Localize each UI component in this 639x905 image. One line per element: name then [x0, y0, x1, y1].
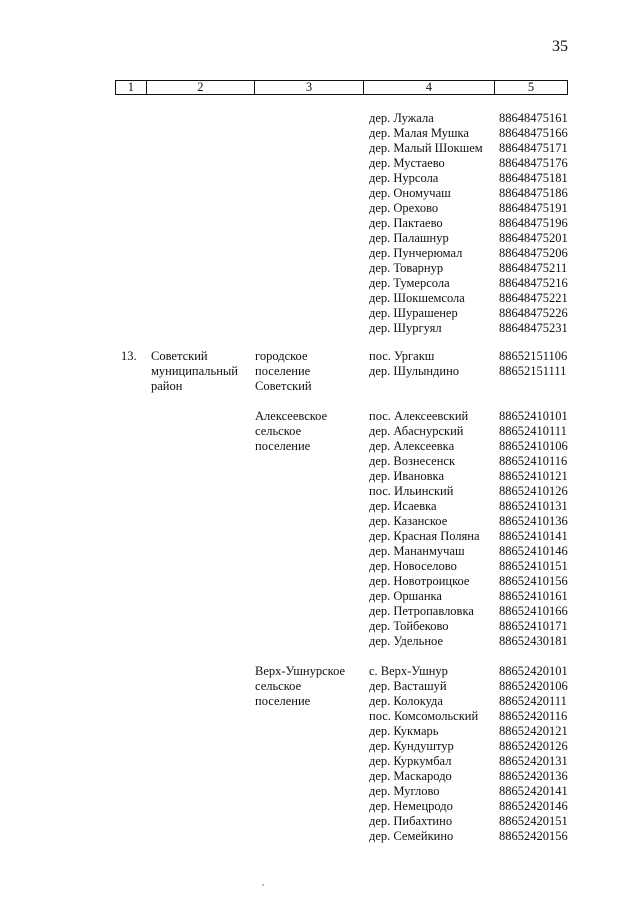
locality-row	[369, 454, 569, 469]
locality-row	[369, 634, 569, 649]
locality-name: дер. Мананмучаш	[369, 544, 465, 558]
locality-code: 88652410106	[499, 439, 568, 453]
locality-code: 88648475221	[499, 291, 568, 305]
column-header-3: 3	[255, 81, 364, 95]
locality-code: 88652420146	[499, 799, 568, 813]
continuation-locality-list	[369, 111, 569, 336]
locality-code: 88652410101	[499, 409, 568, 423]
locality-code: 88648475226	[499, 306, 568, 320]
locality-code: 88648475191	[499, 201, 568, 215]
locality-name: дер. Тумерсола	[369, 276, 450, 290]
locality-row	[369, 679, 569, 694]
district-name-line: муниципальный	[151, 364, 238, 378]
locality-row	[369, 724, 569, 739]
locality-row	[369, 349, 569, 364]
settlement-locality-list	[369, 349, 569, 379]
locality-name: дер. Колокуда	[369, 694, 443, 708]
locality-name: дер. Петропавловка	[369, 604, 474, 618]
district-name-line: район	[151, 379, 183, 393]
locality-row	[369, 231, 569, 246]
locality-name: дер. Палашнур	[369, 231, 449, 245]
locality-name: дер. Новоселово	[369, 559, 457, 573]
locality-code: 88652151111	[499, 364, 567, 378]
locality-name: дер. Новотроицкое	[369, 574, 470, 588]
locality-code: 88652420141	[499, 784, 568, 798]
locality-name: пос. Комсомольский	[369, 709, 479, 723]
settlement-name-line: поселение	[255, 439, 311, 453]
column-header-1: 1	[116, 81, 147, 95]
settlement-name-line: сельское	[255, 424, 302, 438]
locality-code: 88652410121	[499, 469, 568, 483]
settlement-name	[255, 409, 360, 454]
settlement-name-line: Алексеевское	[255, 409, 328, 423]
locality-name: дер. Куркумбал	[369, 754, 452, 768]
locality-row	[369, 186, 569, 201]
locality-name: дер. Шургуял	[369, 321, 442, 335]
locality-code: 88648475161	[499, 111, 568, 125]
locality-row	[369, 171, 569, 186]
locality-code: 88652420151	[499, 814, 568, 828]
locality-name: дер. Пибахтино	[369, 814, 453, 828]
locality-code: 88652420116	[499, 709, 568, 723]
locality-name: дер. Малая Мушка	[369, 126, 469, 140]
locality-row	[369, 291, 569, 306]
locality-code: 88652420111	[499, 694, 567, 708]
locality-name: дер. Ономучаш	[369, 186, 451, 200]
locality-code: 88652410136	[499, 514, 568, 528]
locality-row	[369, 814, 569, 829]
locality-row	[369, 784, 569, 799]
locality-code: 88648475166	[499, 126, 568, 140]
locality-row	[369, 156, 569, 171]
locality-code: 88652410171	[499, 619, 568, 633]
settlement-name	[255, 664, 360, 709]
column-header-row	[115, 80, 568, 95]
locality-code: 88652410111	[499, 424, 567, 438]
column-header-2: 2	[146, 81, 255, 95]
locality-row	[369, 664, 569, 679]
locality-name: дер. Ивановка	[369, 469, 444, 483]
settlement-name-line: сельское	[255, 679, 302, 693]
locality-code: 88652420101	[499, 664, 568, 678]
locality-name: дер. Алексеевка	[369, 439, 455, 453]
locality-name: дер. Шокшемсола	[369, 291, 465, 305]
locality-name: с. Верх-Ушнур	[369, 664, 448, 678]
locality-row	[369, 739, 569, 754]
locality-row	[369, 574, 569, 589]
locality-name: дер. Орехово	[369, 201, 439, 215]
locality-name: дер. Семейкино	[369, 829, 454, 843]
locality-row	[369, 769, 569, 784]
column-header-4: 4	[363, 81, 494, 95]
locality-code: 88652410126	[499, 484, 568, 498]
locality-row	[369, 694, 569, 709]
locality-code: 88648475176	[499, 156, 568, 170]
settlement-name-line: городское	[255, 349, 308, 363]
locality-code: 88648475181	[499, 171, 568, 185]
locality-code: 88652420126	[499, 739, 568, 753]
locality-name: дер. Шурашенер	[369, 306, 458, 320]
locality-row	[369, 216, 569, 231]
locality-code: 88648475186	[499, 186, 568, 200]
column-header-5: 5	[494, 81, 567, 95]
locality-name: дер. Кундуштур	[369, 739, 454, 753]
settlement-locality-list	[369, 409, 569, 649]
locality-code: 88652410116	[499, 454, 568, 468]
locality-code: 88648475171	[499, 141, 568, 155]
locality-name: дер. Тойбеково	[369, 619, 449, 633]
settlement-locality-list	[369, 664, 569, 844]
locality-name: дер. Немецродо	[369, 799, 453, 813]
locality-row	[369, 709, 569, 724]
locality-name: пос. Ургакш	[369, 349, 435, 363]
locality-code: 88652410156	[499, 574, 568, 588]
locality-name: дер. Малый Шокшем	[369, 141, 483, 155]
locality-row	[369, 111, 569, 126]
locality-row	[369, 409, 569, 424]
locality-row	[369, 246, 569, 261]
locality-row	[369, 754, 569, 769]
locality-row	[369, 276, 569, 291]
locality-name: дер. Товарнур	[369, 261, 444, 275]
locality-code: 88652410161	[499, 589, 568, 603]
locality-row	[369, 469, 569, 484]
settlement-name	[255, 349, 360, 394]
locality-row	[369, 424, 569, 439]
locality-name: дер. Кукмарь	[369, 724, 439, 738]
locality-name: дер. Исаевка	[369, 499, 437, 513]
locality-name: дер. Шулындино	[369, 364, 460, 378]
locality-name: пос. Алексеевский	[369, 409, 469, 423]
locality-name: дер. Вознесенск	[369, 454, 456, 468]
locality-row	[369, 529, 569, 544]
locality-name: дер. Удельное	[369, 634, 443, 648]
locality-name: дер. Казанское	[369, 514, 448, 528]
locality-row	[369, 559, 569, 574]
locality-code: 88648475206	[499, 246, 568, 260]
locality-row	[369, 484, 569, 499]
locality-row	[369, 829, 569, 844]
locality-row	[369, 589, 569, 604]
locality-code: 88648475211	[499, 261, 568, 275]
locality-code: 88652410146	[499, 544, 568, 558]
locality-code: 88652430181	[499, 634, 568, 648]
locality-name: дер. Мустаево	[369, 156, 445, 170]
locality-code: 88652420106	[499, 679, 568, 693]
locality-row	[369, 141, 569, 156]
settlement-name-line: Советский	[255, 379, 312, 393]
locality-name: дер. Пунчерюмал	[369, 246, 463, 260]
locality-code: 88648475196	[499, 216, 568, 230]
locality-code: 88652410131	[499, 499, 568, 513]
locality-name: дер. Маскародо	[369, 769, 452, 783]
locality-row	[369, 126, 569, 141]
locality-name: дер. Нурсола	[369, 171, 439, 185]
locality-code: 88652410141	[499, 529, 568, 543]
locality-name: пос. Ильинский	[369, 484, 454, 498]
locality-name: дер. Красная Поляна	[369, 529, 480, 543]
locality-row	[369, 306, 569, 321]
locality-row	[369, 619, 569, 634]
locality-row	[369, 321, 569, 336]
page-number: 35	[552, 38, 568, 55]
locality-row	[369, 201, 569, 216]
locality-name: дер. Оршанка	[369, 589, 442, 603]
locality-row	[369, 604, 569, 619]
locality-row	[369, 261, 569, 276]
locality-row	[369, 499, 569, 514]
locality-name: дер. Лужала	[369, 111, 434, 125]
locality-name: дер. Абаснурский	[369, 424, 464, 438]
settlement-name-line: поселение	[255, 364, 311, 378]
entry-number: 13.	[121, 349, 137, 363]
locality-code: 88648475201	[499, 231, 568, 245]
locality-name: дер. Васташуй	[369, 679, 447, 693]
locality-code: 88652151106	[499, 349, 568, 363]
locality-name: дер. Муглово	[369, 784, 440, 798]
district-name	[151, 349, 251, 394]
locality-row	[369, 364, 569, 379]
locality-code: 88648475216	[499, 276, 568, 290]
locality-name: дер. Пактаево	[369, 216, 443, 230]
locality-code: 88652420131	[499, 754, 568, 768]
locality-code: 88652420136	[499, 769, 568, 783]
settlement-name-line: Верх-Ушнурское	[255, 664, 346, 678]
locality-code: 88648475231	[499, 321, 568, 335]
locality-code: 88652420156	[499, 829, 568, 843]
locality-row	[369, 514, 569, 529]
locality-code: 88652410166	[499, 604, 568, 618]
locality-row	[369, 439, 569, 454]
locality-code: 88652420121	[499, 724, 568, 738]
locality-row	[369, 544, 569, 559]
settlement-name-line: поселение	[255, 694, 311, 708]
locality-row	[369, 799, 569, 814]
scan-artifact-dot	[262, 884, 264, 886]
district-name-line: Советский	[151, 349, 208, 363]
locality-code: 88652410151	[499, 559, 568, 573]
